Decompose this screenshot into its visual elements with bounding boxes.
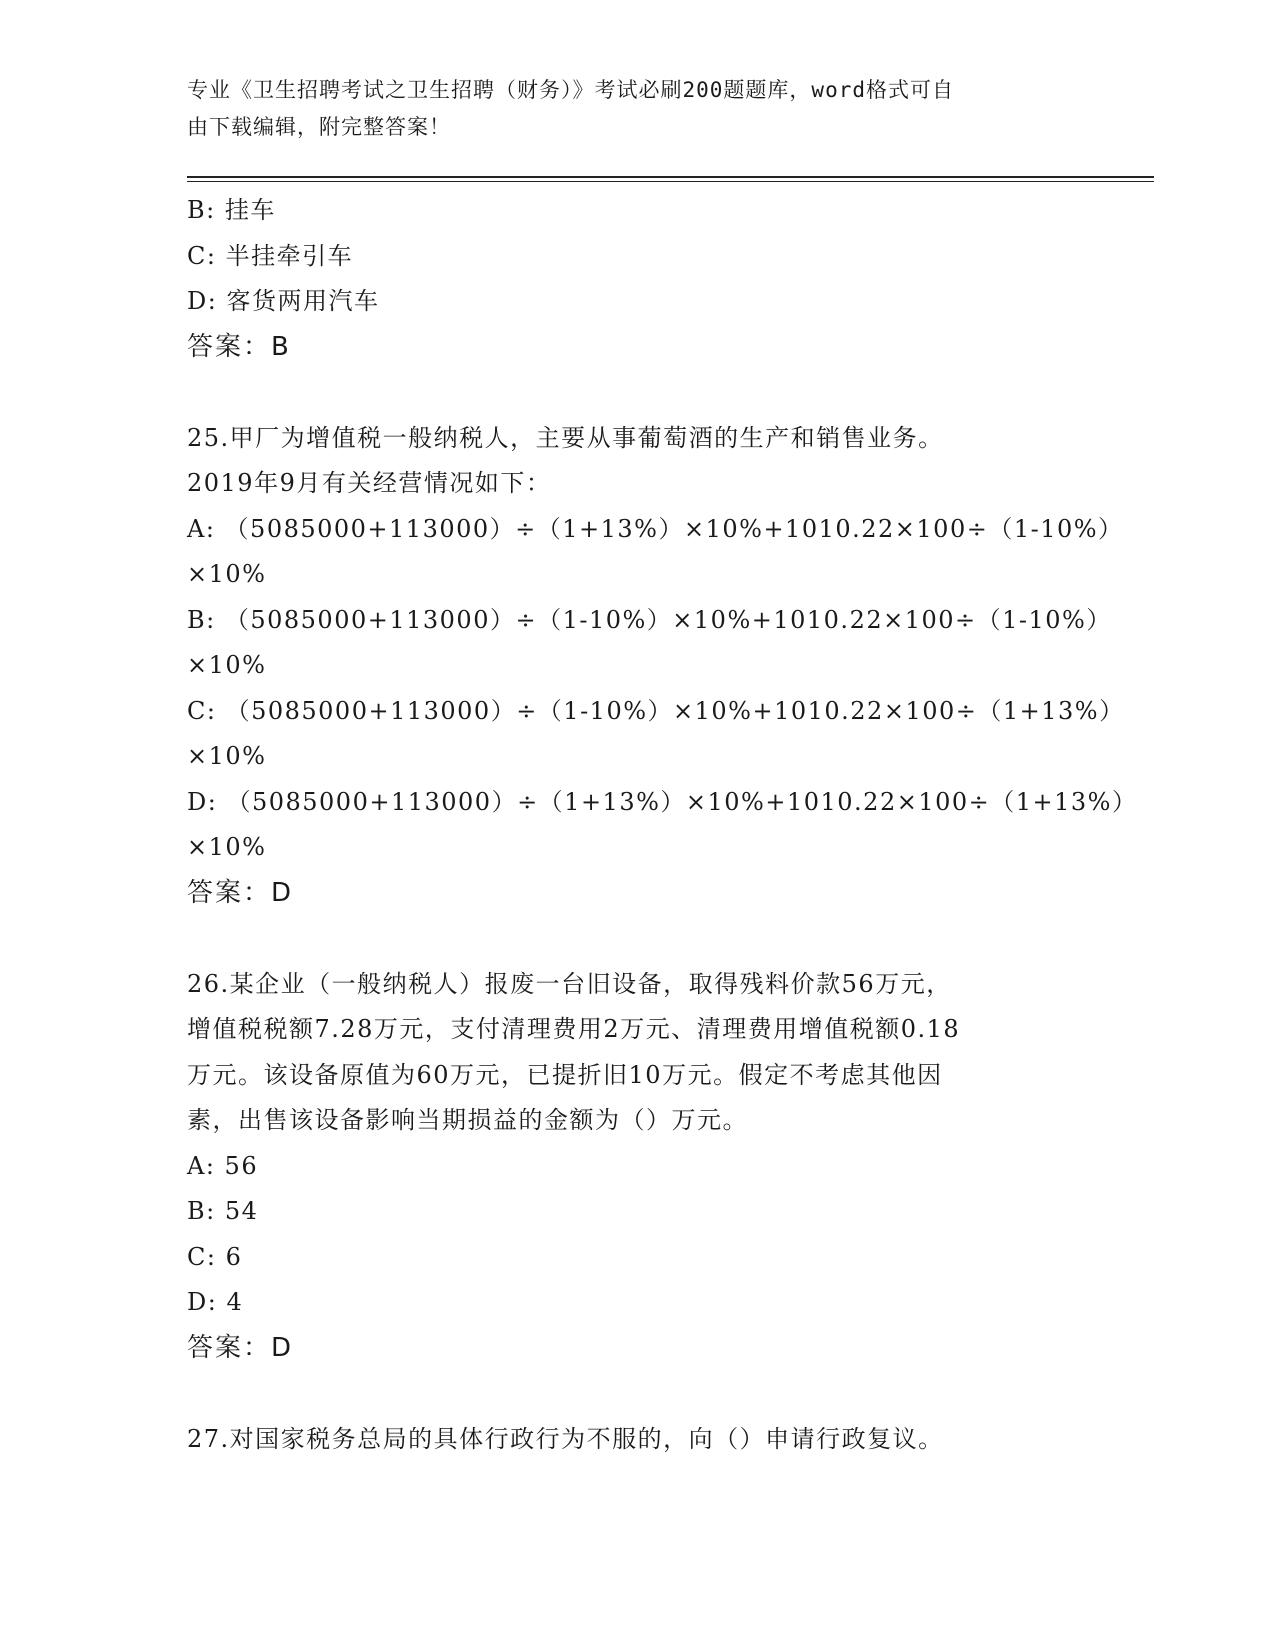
spacer: [187, 370, 1087, 416]
header-divider-thick: [187, 176, 1154, 178]
header-line-1: 专业《卫生招聘考试之卫生招聘（财务）》考试必刷200题题库，word格式可自: [187, 78, 954, 102]
question-25: [187, 416, 1138, 917]
question-27: [187, 1417, 1087, 1463]
option-d: D: 客货两用汽车: [187, 287, 380, 315]
option-b-continued: ×10%: [187, 651, 267, 679]
spacer: [187, 916, 1087, 962]
question-24: [187, 188, 1087, 370]
spacer: [187, 1371, 1087, 1417]
question-stem-line: 26.某企业（一般纳税人）报废一台旧设备，取得残料价款56万元，: [187, 969, 952, 998]
option-a: A: （5085000+113000）÷（1+13%）×10%+1010.22×100÷（1-10%）: [187, 514, 1124, 543]
option-d: D: （5085000+113000）÷（1+13%）×10%+1010.22×100÷（1+13%）: [187, 787, 1138, 816]
question-stem-line: 2019年9月有关经营情况如下：: [187, 469, 552, 497]
header-line-2: 由下载编辑，附完整答案！: [187, 115, 451, 139]
question-26: [187, 962, 1087, 1372]
option-c: C: （5085000+113000）÷（1-10%）×10%+1010.22×100÷（1+13%）: [187, 696, 1125, 725]
question-stem-line: 27.对国家税务总局的具体行政行为不服的，向（）申请行政复议。: [187, 1424, 944, 1453]
option-c: C: 半挂牵引车: [187, 241, 354, 270]
answer-label: 答案：D: [187, 1332, 294, 1363]
option-a-continued: ×10%: [187, 560, 267, 588]
option-d-continued: ×10%: [187, 833, 267, 861]
option-d: D: 4: [187, 1288, 244, 1316]
answer-label: 答案：D: [187, 877, 294, 908]
question-stem-line: 增值税税额7.28万元，支付清理费用2万元、清理费用增值税额0.18: [187, 1015, 961, 1043]
question-stem-line: 25.甲厂为增值税一般纳税人，主要从事葡萄酒的生产和销售业务。: [187, 423, 944, 452]
answer-label: 答案：B: [187, 331, 291, 362]
option-b: B: （5085000+113000）÷（1-10%）×10%+1010.22×100÷（1-10%）: [187, 605, 1112, 634]
question-stem-line: 万元。该设备原值为60万元，已提折旧10万元。假定不考虑其他因: [187, 1060, 943, 1089]
option-a: A: 56: [187, 1151, 259, 1180]
option-c-continued: ×10%: [187, 742, 267, 770]
option-b: B: 54: [187, 1197, 259, 1225]
header-divider-thin: [187, 181, 1154, 182]
document-header: [187, 72, 1067, 146]
option-b: B: 挂车: [187, 196, 276, 224]
option-c: C: 6: [187, 1242, 243, 1271]
question-stem-line: 素，出售该设备影响当期损益的金额为（）万元。: [187, 1106, 748, 1134]
question-list: [187, 188, 1138, 1462]
